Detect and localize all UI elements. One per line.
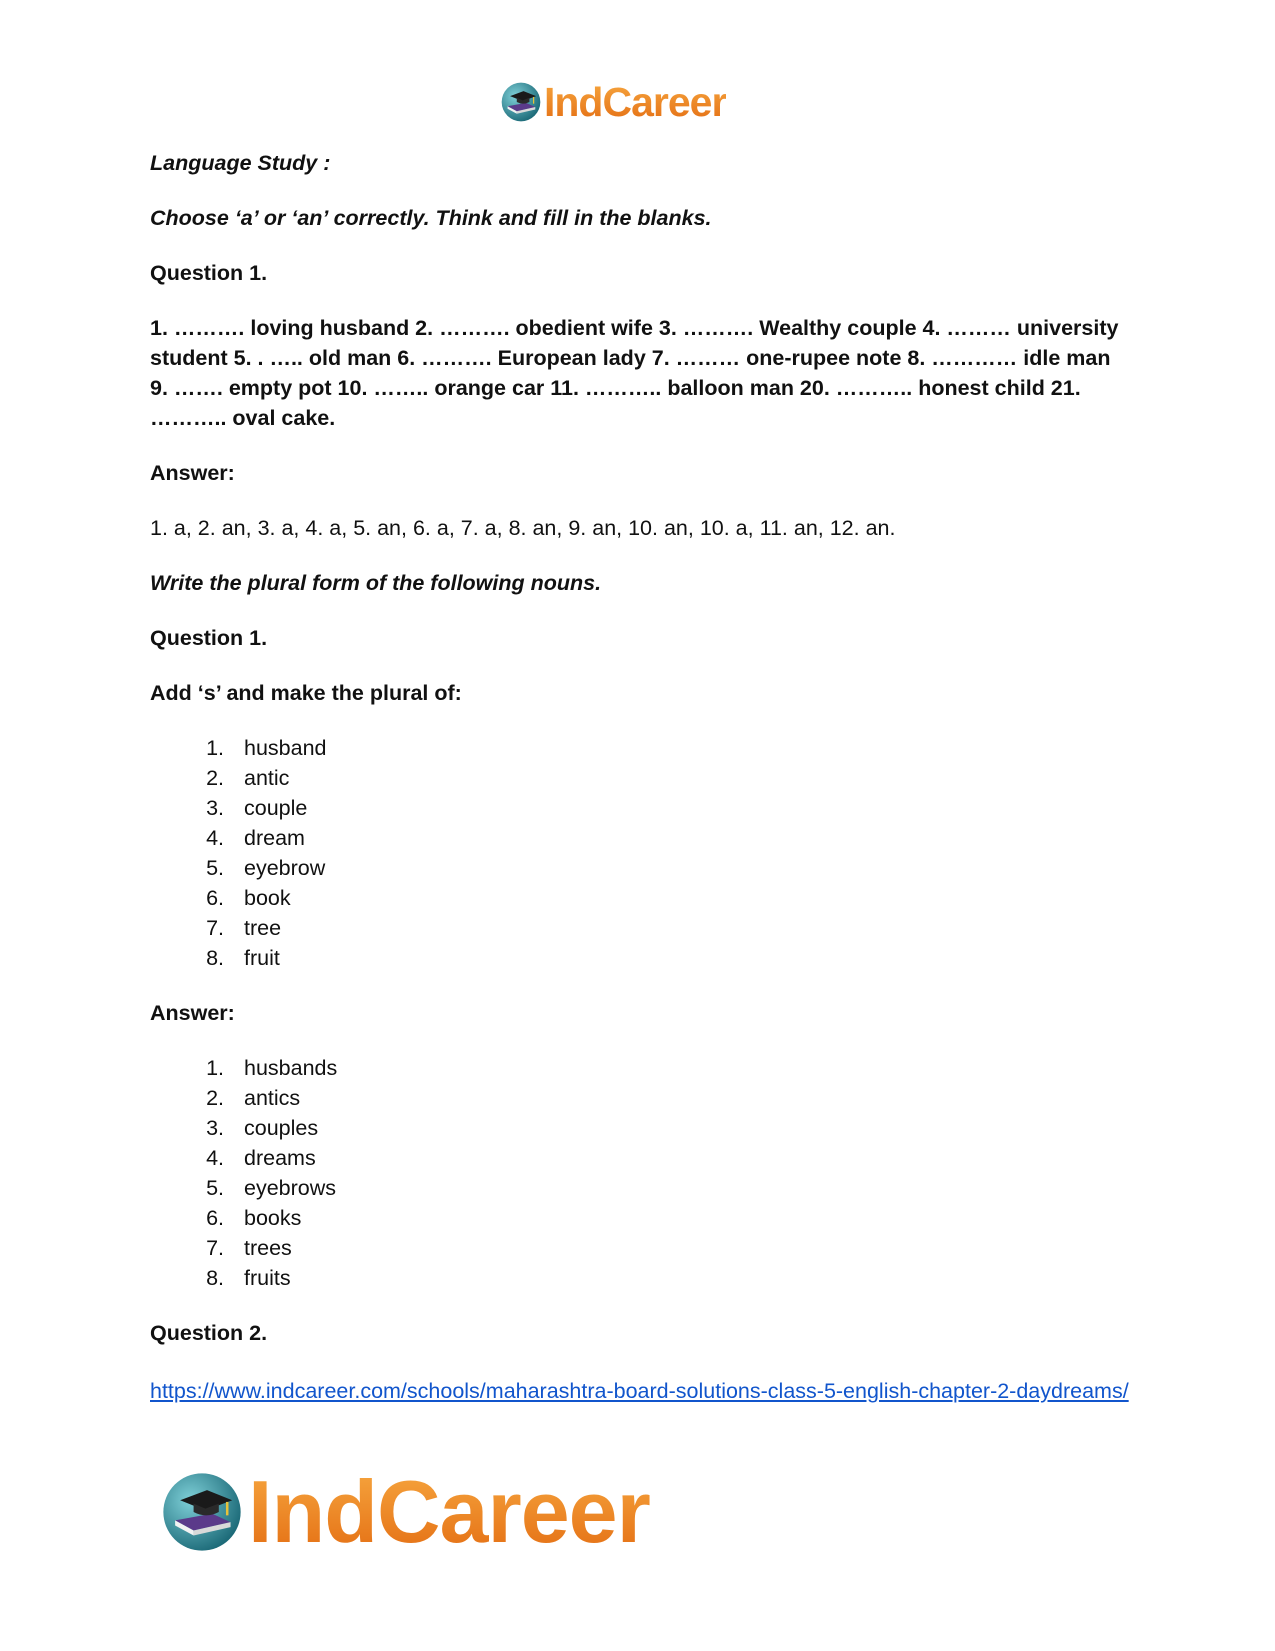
list-item: 6. book bbox=[206, 886, 291, 910]
footer-logo bbox=[160, 1462, 650, 1561]
document-body bbox=[150, 148, 1130, 1409]
list-item: 1. husband bbox=[206, 736, 327, 760]
answer-text: 1. a, 2. an, 3. a, 4. a, 5. an, 6. a, 7. a, 8. an, 9. an, 10. an, 10. a, 11. an, 12. an. bbox=[150, 516, 896, 540]
question-1-heading: Question 1. bbox=[150, 261, 268, 285]
list-item: 4. dreams bbox=[206, 1146, 316, 1170]
question-1-text: 1. ………. loving husband 2. ………. obedient wife 3. ………. Wealthy couple 4. ……… university student 5. . ….. old man 6. ………. European lady 7. ……… one-rupee note 8. ………… idle man 9. ……. empty pot 10. …….. orange car 11. ……….. balloon man 20. ……….. honest child 21. ……….. oval cake. bbox=[150, 316, 1119, 430]
answer-label: Answer: bbox=[150, 461, 235, 485]
list-item: 3. couple bbox=[206, 796, 308, 820]
list-item: 6. books bbox=[206, 1206, 302, 1230]
list-item: 1. husbands bbox=[206, 1056, 338, 1080]
list-item: 5. eyebrow bbox=[206, 856, 326, 880]
list-item: 2. antic bbox=[206, 766, 290, 790]
brand-wordmark: IndCareer bbox=[248, 1462, 650, 1561]
brand-wordmark: IndCareer bbox=[544, 78, 727, 125]
section-title: Language Study : bbox=[150, 151, 331, 175]
header-logo bbox=[500, 78, 726, 126]
list-item: 3. couples bbox=[206, 1116, 319, 1140]
plural-question-heading: Question 1. bbox=[150, 626, 268, 650]
noun-list bbox=[150, 733, 1130, 973]
instruction-plurals: Write the plural form of the following nouns. bbox=[150, 571, 602, 595]
graduation-cap-book-globe-icon bbox=[500, 81, 542, 123]
list-item: 4. dream bbox=[206, 826, 305, 850]
graduation-cap-book-globe-icon bbox=[160, 1470, 244, 1554]
instruction-articles: Choose ‘a’ or ‘an’ correctly. Think and fill in the blanks. bbox=[150, 206, 712, 230]
list-item: 5. eyebrows bbox=[206, 1176, 337, 1200]
list-item: 7. trees bbox=[206, 1236, 292, 1260]
list-item: 8. fruit bbox=[206, 946, 280, 970]
list-item: 7. tree bbox=[206, 916, 282, 940]
plural-answer-list bbox=[150, 1053, 1130, 1293]
plural-answer-label: Answer: bbox=[150, 1001, 235, 1025]
plural-question-prompt: Add ‘s’ and make the plural of: bbox=[150, 681, 462, 705]
source-link[interactable]: https://www.indcareer.com/schools/maharashtra-board-solutions-class-5-english-chapter-2-daydreams/ bbox=[150, 1379, 1129, 1403]
list-item: 8. fruits bbox=[206, 1266, 291, 1290]
list-item: 2. antics bbox=[206, 1086, 301, 1110]
question-2-heading: Question 2. bbox=[150, 1321, 268, 1345]
